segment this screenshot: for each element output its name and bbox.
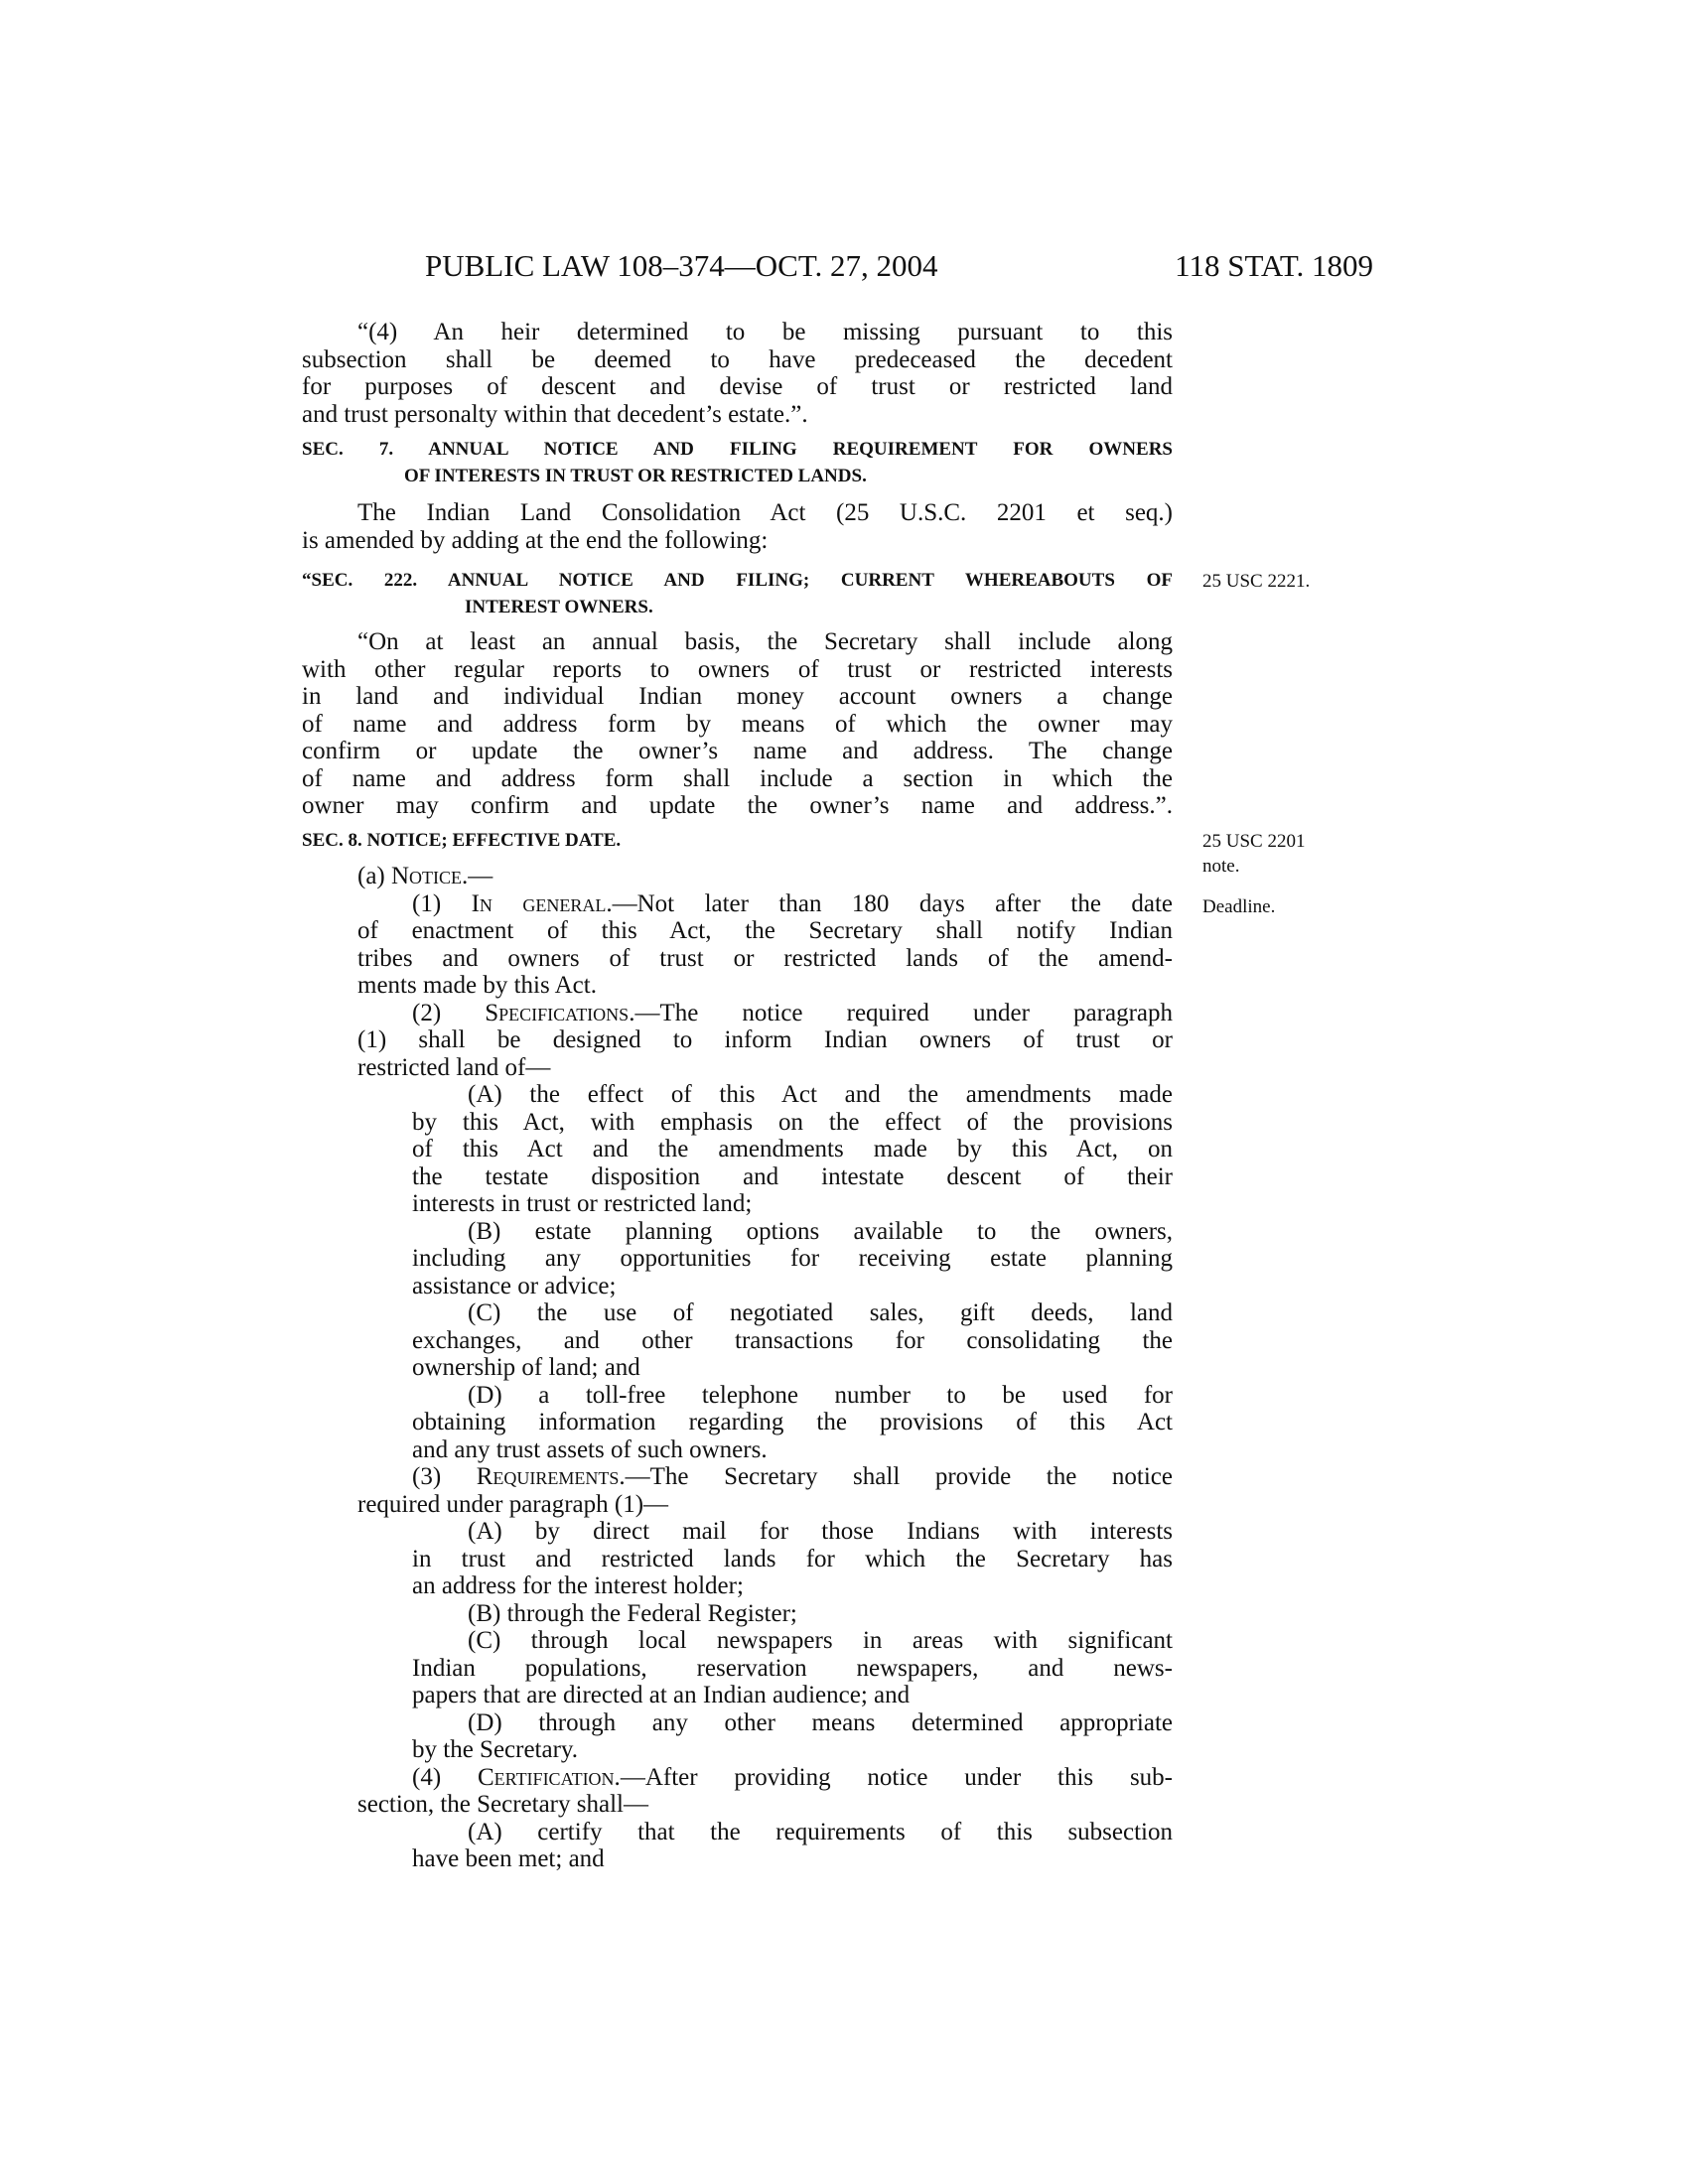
- text-line: [302, 1463, 1173, 1491]
- text-line: [302, 1736, 1173, 1764]
- text-line: [302, 436, 1173, 463]
- text-line: [302, 890, 1173, 918]
- subsection-title: Requirements.: [476, 1463, 626, 1490]
- line-text: (B) estate planning options available to the owners,: [468, 1217, 1173, 1245]
- text-line: [302, 401, 1173, 429]
- line-text: exchanges, and other transactions for consolidating the: [412, 1326, 1173, 1354]
- header-title: PUBLIC LAW 108–374—OCT. 27, 2004: [425, 248, 938, 283]
- line-text: (D) a toll-free telephone number to be used for: [468, 1381, 1173, 1409]
- text-line: [302, 1819, 1173, 1846]
- margin-note-deadline: Deadline.: [1202, 896, 1276, 917]
- line-text: and trust personalty within that decedent’s estate.”.: [302, 400, 808, 428]
- line-text: (A) by direct mail for those Indians with interests: [468, 1518, 1173, 1545]
- line-text: (1): [412, 889, 472, 917]
- line-text: of enactment of this Act, the Secretary shall notify Indian: [357, 917, 1173, 944]
- line-text: (3): [412, 1463, 477, 1490]
- text-line: [302, 1491, 1173, 1519]
- text-line: [302, 656, 1173, 684]
- line-text: —Not later than 180 days after the date: [612, 889, 1173, 917]
- running-header: [425, 248, 1373, 284]
- text-line: [302, 683, 1173, 711]
- text-line: [302, 463, 1173, 489]
- line-text: (B) through the Federal Register;: [468, 1599, 797, 1627]
- text-line: [302, 499, 1173, 527]
- text-line: [302, 1600, 1173, 1628]
- line-text: for purposes of descent and devise of trust or restricted land: [302, 373, 1173, 400]
- text-line: [302, 765, 1173, 793]
- text-line: [302, 792, 1173, 820]
- line-text: is amended by adding at the end the following:: [302, 526, 769, 554]
- line-text: including any opportunities for receiving estate planning: [412, 1245, 1173, 1272]
- line-text: INTEREST OWNERS.: [465, 597, 653, 617]
- text-line: [302, 1327, 1173, 1355]
- text-line: [302, 738, 1173, 765]
- line-text: “SEC. 222. ANNUAL NOTICE AND FILING; CURRENT WHEREABOUTS OF: [302, 570, 1173, 591]
- text-line: [302, 1627, 1173, 1655]
- line-text: —The Secretary shall provide the notice: [625, 1463, 1173, 1490]
- text-line: [302, 319, 1173, 346]
- margin-note-citation: 25 USC 2201 note.: [1202, 831, 1306, 877]
- line-text: ments made by this Act.: [357, 972, 597, 999]
- line-text: have been met; and: [412, 1845, 605, 1872]
- line-text: confirm or update the owner’s name and address. The change: [302, 738, 1173, 764]
- line-text: SEC. 7. ANNUAL NOTICE AND FILING REQUIREMENT FOR OWNERS: [302, 439, 1173, 460]
- line-text: and any trust assets of such owners.: [412, 1435, 768, 1463]
- text-line: [302, 917, 1173, 945]
- paragraph-sec7-amendment: [302, 499, 1173, 554]
- line-text: in trust and restricted lands for which the Secretary has: [412, 1545, 1173, 1572]
- line-text: (1) shall be designed to inform Indian owners of trust or: [357, 1026, 1173, 1053]
- text-line: [302, 1245, 1173, 1273]
- text-line: [302, 711, 1173, 739]
- line-text: with other regular reports to owners of trust or restricted interests: [302, 655, 1173, 683]
- subsection-title: Notice.: [391, 863, 469, 889]
- line-text: The Indian Land Consolidation Act (25 U.S.C. 2201 et seq.): [357, 499, 1173, 526]
- line-text: (a): [357, 863, 391, 889]
- section-8-heading: [302, 827, 1173, 854]
- line-text: an address for the interest holder;: [412, 1572, 744, 1599]
- text-line: [302, 346, 1173, 374]
- line-text: Indian populations, reservation newspapers, and news-: [412, 1654, 1173, 1682]
- line-text: by this Act, with emphasis on the effect of the provisions: [412, 1108, 1173, 1136]
- paragraph-sec6-4: [302, 319, 1173, 428]
- line-text: of name and address form shall include a section in which the: [302, 764, 1173, 792]
- line-text: tribes and owners of trust or restricted lands of the amend-: [357, 944, 1173, 972]
- text-line: [302, 1764, 1173, 1792]
- text-line: [302, 1190, 1173, 1218]
- paragraph-sec8-notice: [302, 863, 1173, 1873]
- text-line: [302, 373, 1173, 401]
- text-line: [302, 1354, 1173, 1382]
- text-line: [302, 628, 1173, 656]
- page-number: 118 STAT. 1809: [1175, 248, 1373, 283]
- line-text: (2): [412, 999, 486, 1026]
- line-text: (C) the use of negotiated sales, gift deeds, land: [468, 1299, 1173, 1326]
- line-text: ownership of land; and: [412, 1354, 640, 1381]
- text-line: [302, 1791, 1173, 1819]
- line-text: the testate disposition and intestate descent of their: [412, 1162, 1173, 1190]
- text-line: [302, 1709, 1173, 1737]
- line-text: assistance or advice;: [412, 1272, 617, 1299]
- text-line: [302, 827, 1173, 854]
- text-line: [302, 1081, 1173, 1109]
- text-line: [302, 1518, 1173, 1546]
- line-text: subsection shall be deemed to have predeceased the decedent: [302, 345, 1173, 373]
- subsection-title: Specifications.: [485, 999, 635, 1026]
- line-text: in land and individual Indian money account owners a change: [302, 683, 1173, 710]
- margin-note-citation: 25 USC 2221.: [1202, 571, 1311, 592]
- text-line: [302, 863, 1173, 890]
- line-text: (A) certify that the requirements of this subsection: [468, 1818, 1173, 1845]
- line-text: of name and address form by means of which the owner may: [302, 710, 1173, 738]
- text-line: [302, 1054, 1173, 1082]
- text-line: [302, 972, 1173, 1000]
- text-line: [302, 1163, 1173, 1191]
- line-text: (D) through any other means determined appropriate: [468, 1708, 1173, 1736]
- line-text: obtaining information regarding the provisions of this Act: [412, 1409, 1173, 1435]
- line-text: interests in trust or restricted land;: [412, 1190, 753, 1217]
- subsection-title: Certification.: [477, 1763, 621, 1791]
- text-line: [302, 1026, 1173, 1054]
- section-7-heading: [302, 436, 1173, 489]
- text-line: [302, 1436, 1173, 1464]
- text-line: [302, 945, 1173, 973]
- line-text: by the Secretary.: [412, 1736, 579, 1763]
- line-text: —After providing notice under this sub-: [620, 1763, 1173, 1791]
- text-line: [302, 1845, 1173, 1873]
- line-text: restricted land of—: [357, 1053, 551, 1081]
- line-text: of this Act and the amendments made by this Act, on: [412, 1136, 1173, 1162]
- text-line: [302, 1682, 1173, 1709]
- line-text: section, the Secretary shall—: [357, 1791, 648, 1818]
- text-line: [302, 1382, 1173, 1410]
- line-text: “(4) An heir determined to be missing pursuant to this: [357, 319, 1173, 345]
- text-line: [302, 1546, 1173, 1573]
- text-line: [302, 567, 1173, 594]
- line-text: “On at least an annual basis, the Secretary shall include along: [357, 628, 1173, 655]
- text-line: [302, 527, 1173, 555]
- text-line: [302, 1572, 1173, 1600]
- line-text: (C) through local newspapers in areas with significant: [468, 1627, 1173, 1654]
- text-line: [302, 1273, 1173, 1300]
- line-text: —: [468, 863, 493, 889]
- text-line: [302, 1218, 1173, 1246]
- line-text: SEC. 8. NOTICE; EFFECTIVE DATE.: [302, 830, 622, 851]
- line-text: (4): [412, 1763, 478, 1791]
- text-line: [302, 594, 1173, 620]
- paragraph-sec222-text: [302, 628, 1173, 820]
- text-line: [302, 1409, 1173, 1436]
- line-text: owner may confirm and update the owner’s name and address.”.: [302, 792, 1173, 819]
- section-222-heading: [302, 567, 1173, 620]
- text-line: [302, 1000, 1173, 1027]
- subsection-title: In general.: [471, 889, 613, 917]
- text-line: [302, 1655, 1173, 1683]
- text-line: [302, 1299, 1173, 1327]
- line-text: required under paragraph (1)—: [357, 1490, 669, 1518]
- line-text: —The notice required under paragraph: [634, 999, 1173, 1026]
- text-line: [302, 1109, 1173, 1137]
- line-text: (A) the effect of this Act and the amendments made: [468, 1081, 1173, 1108]
- line-text: papers that are directed at an Indian audience; and: [412, 1682, 911, 1708]
- line-text: OF INTERESTS IN TRUST OR RESTRICTED LANDS.: [404, 466, 867, 486]
- text-line: [302, 1136, 1173, 1163]
